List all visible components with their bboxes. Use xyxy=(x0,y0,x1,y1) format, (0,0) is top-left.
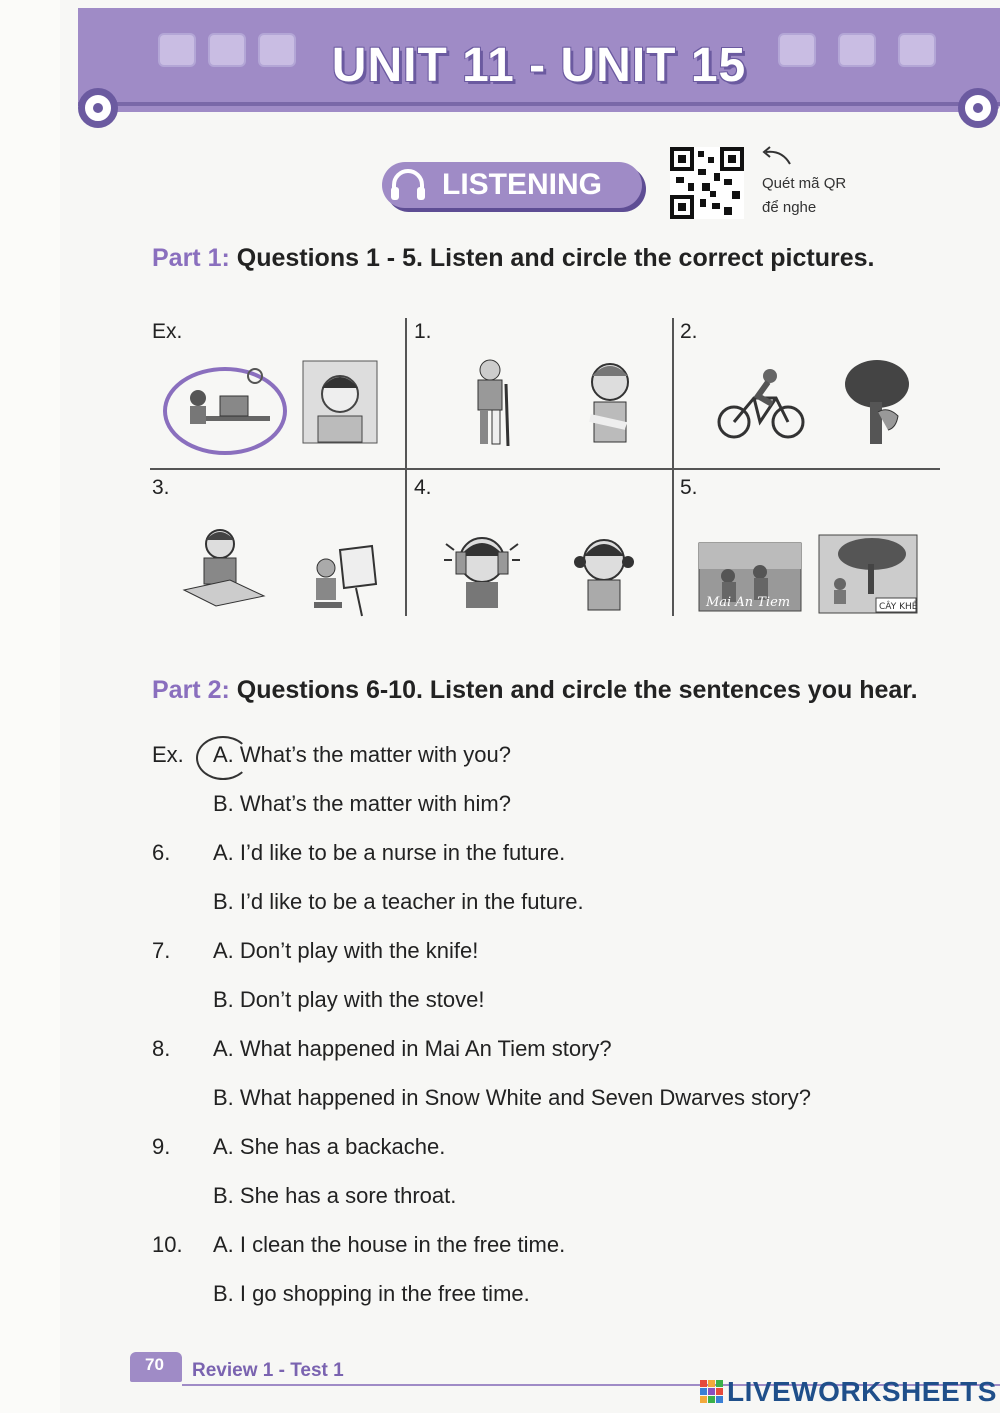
option-a[interactable]: A. What’s the matter with you? xyxy=(213,742,511,767)
wheel-icon xyxy=(78,88,118,128)
grid-divider xyxy=(150,468,940,470)
boy-with-book-picture[interactable] xyxy=(302,360,378,444)
question-number: 9. xyxy=(152,1134,171,1159)
girl-sick-picture[interactable] xyxy=(572,532,636,612)
option-a[interactable]: A. I’d like to be a nurse in the future. xyxy=(213,840,566,865)
banner-stripe xyxy=(78,102,1000,106)
cell-number: 4. xyxy=(414,476,432,499)
part-instruction: Questions 6-10. Listen and circle the sentences you hear. xyxy=(236,676,918,704)
cyclist-picture[interactable] xyxy=(716,368,806,440)
headphone-icon xyxy=(388,167,428,203)
mai-an-tiem-story-picture[interactable] xyxy=(698,542,802,612)
cell-number: 5. xyxy=(680,476,698,499)
boy-drawing-picture[interactable] xyxy=(180,524,266,608)
svg-text:Mai An Tiem: Mai An Tiem xyxy=(706,595,791,610)
boy-at-computer-picture[interactable] xyxy=(160,356,290,456)
picture-cell-3 xyxy=(150,474,404,622)
option-b[interactable]: B. Don’t play with the stove! xyxy=(213,987,485,1012)
option-a[interactable]: A. She has a backache. xyxy=(213,1134,446,1159)
qr-code[interactable] xyxy=(670,147,744,219)
boy-with-crutch-picture[interactable] xyxy=(468,358,514,448)
qr-caption xyxy=(762,172,846,220)
part-instruction: Questions 1 - 5. Listen and circle the correct pictures. xyxy=(236,244,875,272)
boy-at-easel-picture[interactable] xyxy=(306,544,380,618)
picture-cell-ex xyxy=(150,318,404,466)
grid-divider xyxy=(672,318,674,616)
wheel-icon xyxy=(958,88,998,128)
part-label: Part 2: xyxy=(152,676,230,704)
tree-picture[interactable] xyxy=(842,356,912,446)
cell-number: Ex. xyxy=(152,320,183,343)
page-number: 70 xyxy=(145,1355,164,1374)
picture-cell-4 xyxy=(412,474,666,622)
option-b[interactable]: B. She has a sore throat. xyxy=(213,1183,457,1208)
boy-with-arm-sling-picture[interactable] xyxy=(580,360,640,446)
section-listening xyxy=(382,162,642,208)
footer-title: Review 1 - Test 1 xyxy=(192,1360,344,1381)
option-b[interactable]: B. I go shopping in the free time. xyxy=(213,1281,530,1306)
question-number: 7. xyxy=(152,938,171,963)
question-number: Ex. xyxy=(152,742,184,767)
svg-text:CÂY KHẾ: CÂY KHẾ xyxy=(879,602,918,612)
question-number: 10. xyxy=(152,1232,183,1257)
qr-caption-line: Quét mã QR xyxy=(762,175,847,192)
option-a[interactable]: A. Don’t play with the knife! xyxy=(213,938,479,963)
liveworksheets-brand[interactable]: LIVEWORKSHEETS xyxy=(727,1376,997,1407)
part-label: Part 1: xyxy=(152,244,230,272)
question-number: 8. xyxy=(152,1036,171,1061)
question-number: 6. xyxy=(152,840,171,865)
section-label: LISTENING xyxy=(442,168,603,201)
part1-heading xyxy=(152,244,874,273)
liveworksheets-logo-icon xyxy=(700,1380,724,1404)
cell-number: 3. xyxy=(152,476,170,499)
cell-number: 1. xyxy=(414,320,432,343)
arrow-icon xyxy=(760,146,794,166)
picture-cell-1 xyxy=(412,318,666,466)
cay-khe-story-picture[interactable] xyxy=(818,534,918,614)
unit-title: UNIT 11 - UNIT 15 xyxy=(331,39,747,92)
picture-grid xyxy=(150,318,940,616)
unit-banner xyxy=(78,8,1000,112)
option-b[interactable]: B. What happened in Snow White and Seven Dwarves story? xyxy=(213,1085,811,1110)
qr-caption-line: để nghe xyxy=(762,199,817,216)
option-a[interactable]: A. I clean the house in the free time. xyxy=(213,1232,566,1257)
option-b[interactable]: B. What’s the matter with him? xyxy=(213,791,511,816)
picture-cell-2 xyxy=(678,318,932,466)
option-b[interactable]: B. I’d like to be a teacher in the future. xyxy=(213,889,584,914)
grid-divider xyxy=(405,318,407,616)
part2-heading xyxy=(152,676,918,705)
picture-cell-5 xyxy=(678,474,932,622)
option-a[interactable]: A. What happened in Mai An Tiem story? xyxy=(213,1036,612,1061)
page-margin xyxy=(0,0,60,1413)
girl-headache-picture[interactable] xyxy=(442,530,522,610)
cell-number: 2. xyxy=(680,320,698,343)
